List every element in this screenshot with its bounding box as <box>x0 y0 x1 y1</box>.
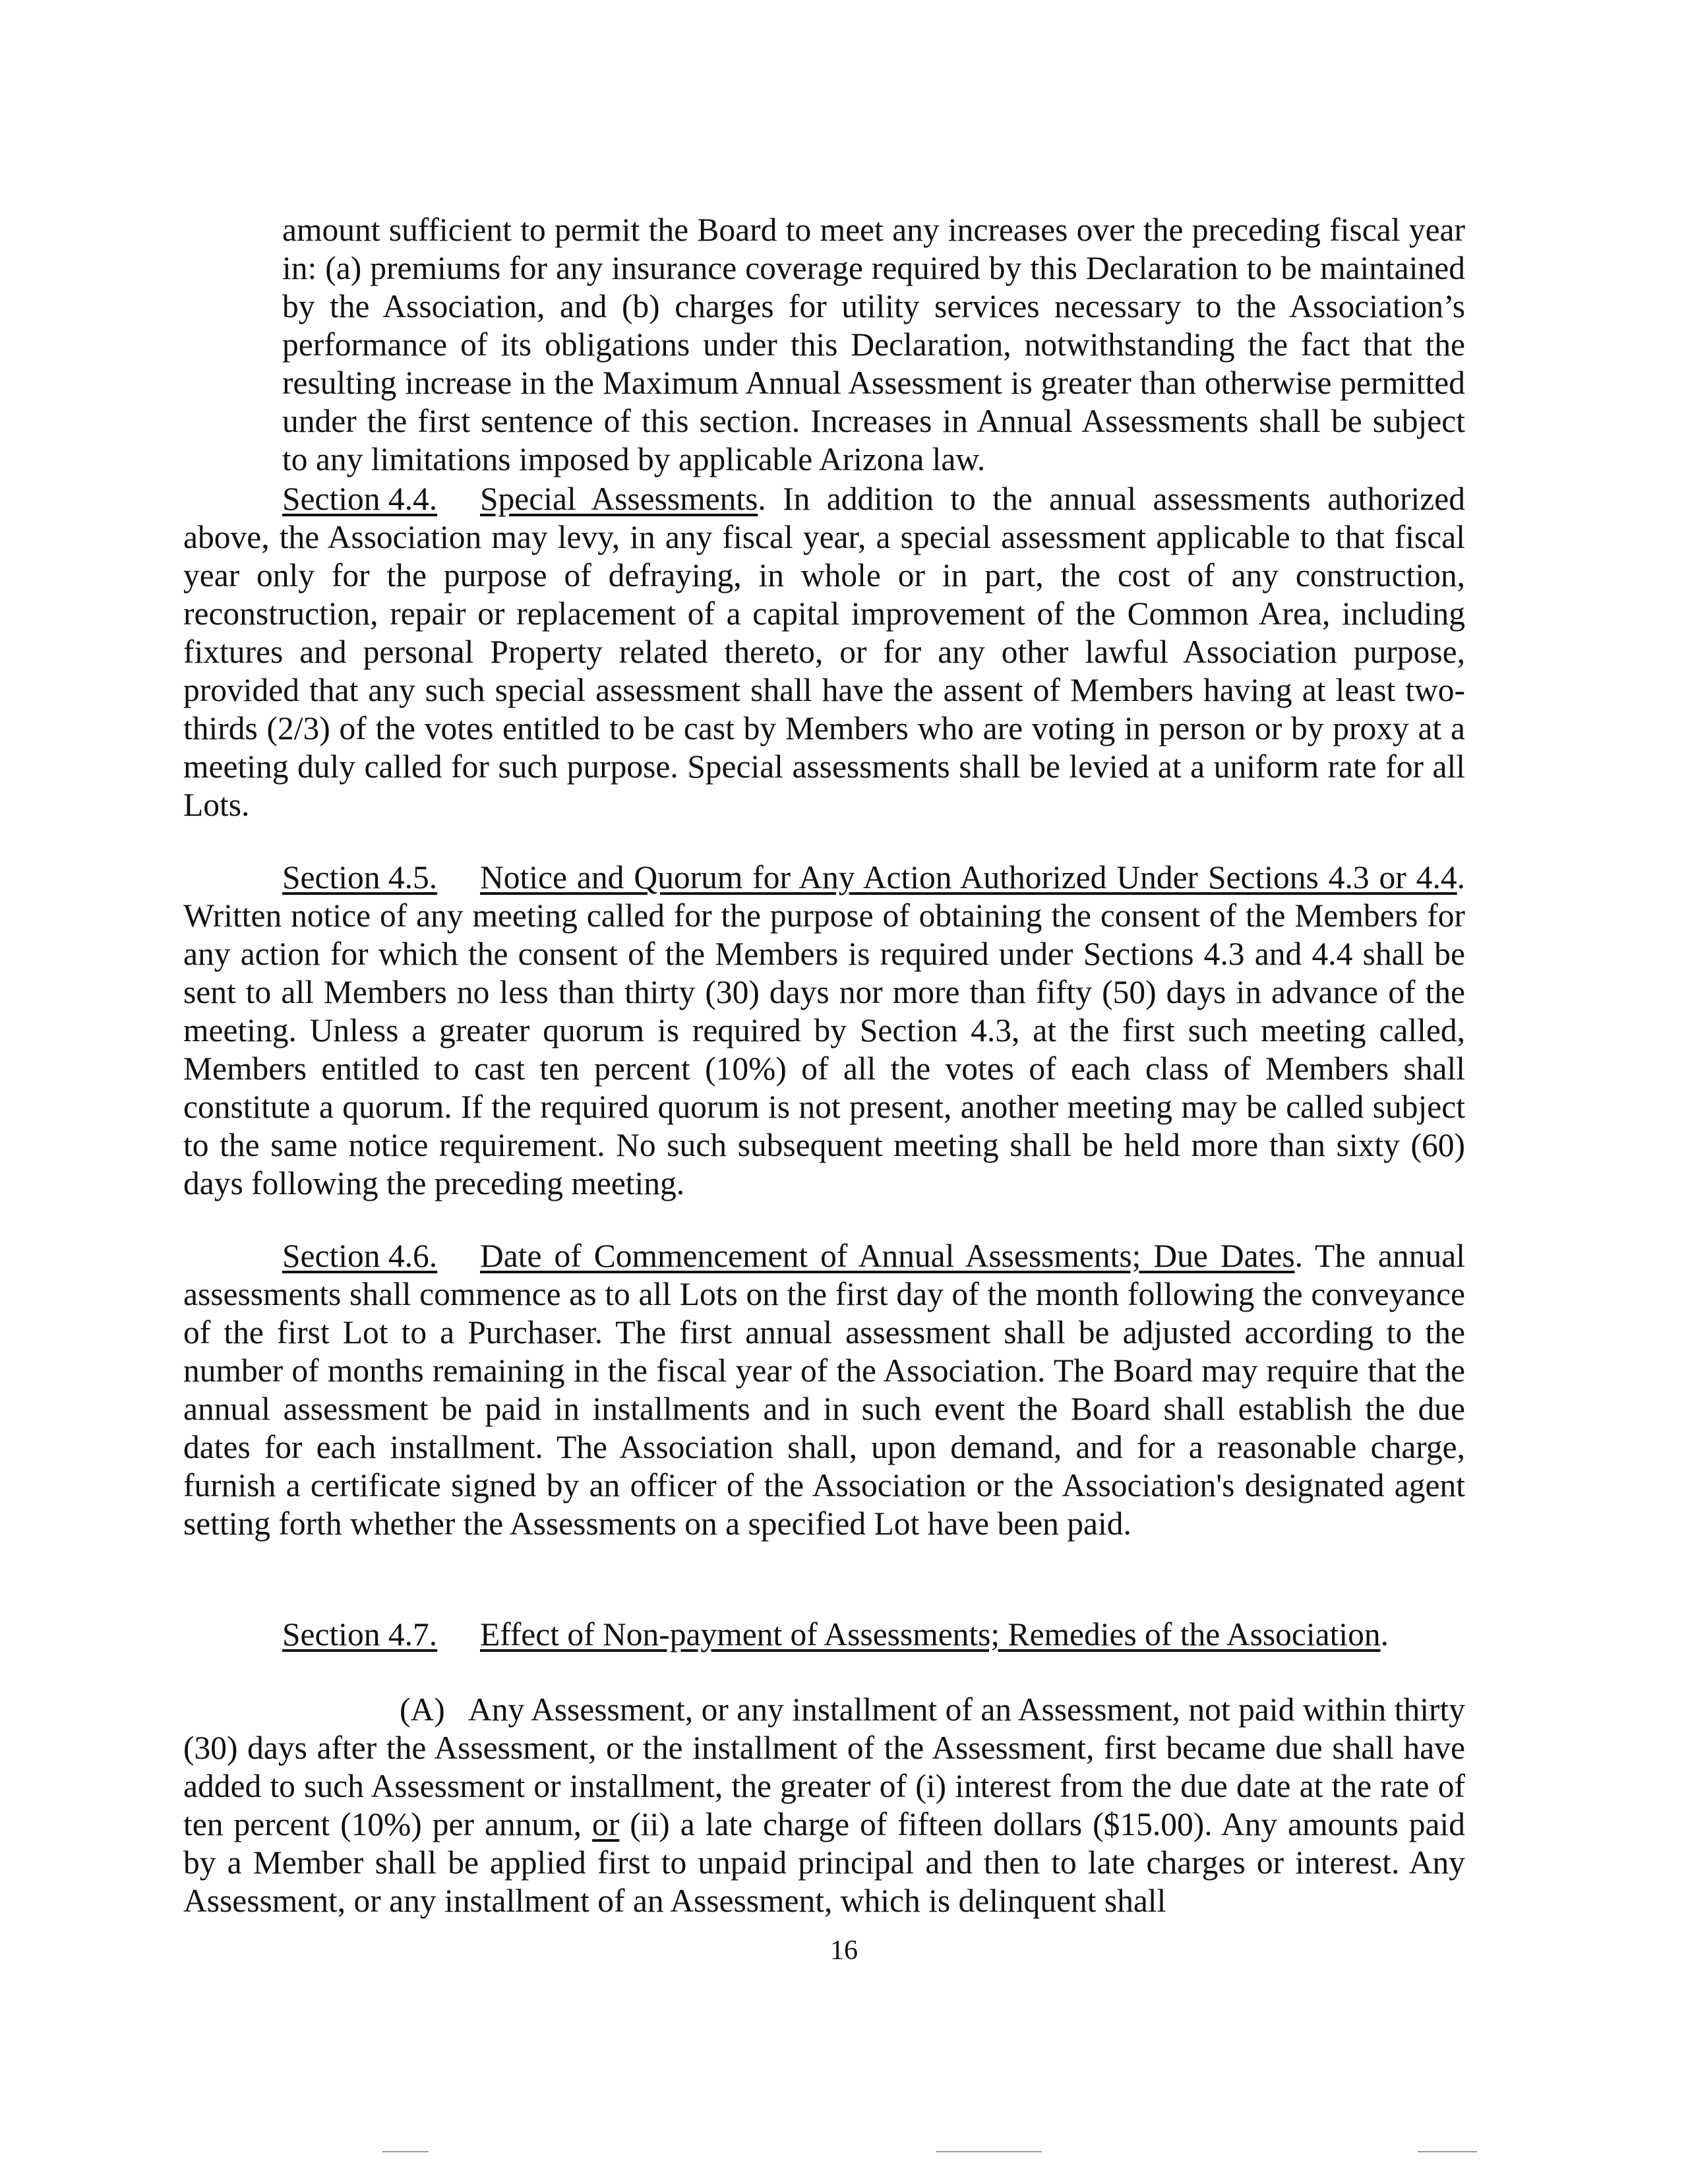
section-text: In addition to the annual assessments authorized above, the Association may levy, in any fiscal year, a special assessment applicable to that fiscal year only for the purpose of defraying, in whole or in part, the cost of any construction, reconstruction, repair or replacement of a capital improvement of the Common Area, including fixtures and personal Property related thereto, or for any other lawful Association purpose, provided that any such special assessment shall have the assent of Members having at least two-thirds (2/3) of the votes entitled to be cast by Members who are voting in person or by proxy at a meeting duly called for such purpose. Special assessments shall be levied at a uniform rate for all Lots. <box>183 481 1465 823</box>
section-title: Effect of Non-payment of Assessments; Remedies of the Association <box>480 1616 1381 1653</box>
scan-artifact <box>936 2151 1042 2152</box>
intro-paragraph-text: amount sufficient to permit the Board to meet any increases over the preceding fiscal year in: (a) premiums for any insurance coverage required by this Declaration to be maintained by the Association, and (b) charges for utility services necessary to the Association’s performance of its obligations under this Declaration, notwithstanding the fact that the resulting increase in the Maximum Annual Assessment is greater than otherwise permitted under the first sentence of this section. Increases in Annual Assessments shall be subject to any limitations imposed by applicable Arizona law. <box>282 211 1465 477</box>
subsection-label: (A) <box>400 1691 445 1728</box>
section-title: Special Assessments <box>480 481 758 517</box>
section-number: Section 4.4. <box>282 481 438 517</box>
section-4-5: Section 4.5. Notice and Quorum for Any Action Authorized Under Sections 4.3 or 4.4. Written notice of any meeting called for the purpose of obtaining the consent of the Members for any action for which the consent of the Members is required under Sections 4.3 and 4.4 shall be sent to all Members no less than thirty (30) days nor more than fifty (50) days in advance of the meeting. Unless a greater quorum is required by Section 4.3, at the first such meeting called, Members entitled to cast ten percent (10%) of all the votes of each class of Members shall constitute a quorum. If the required quorum is not present, another meeting may be called subject to the same notice requirement. No such subsequent meeting shall be held more than sixty (60) days following the preceding meeting. <box>183 859 1465 1201</box>
scan-artifact <box>382 2151 429 2152</box>
or-emphasis: or <box>592 1806 620 1842</box>
section-text: Written notice of any meeting called for the purpose of obtaining the consent of the Members for any action for which the consent of the Members is required under Sections 4.3 and 4.4 shall be sent to all Members no less than thirty (30) days nor more than fifty (50) days in advance of the meeting. Unless a greater quorum is required by Section 4.3, at the first such meeting called, Members entitled to cast ten percent (10%) of all the votes of each class of Members shall constitute a quorum. If the required quorum is not present, another meeting may be called subject to the same notice requirement. No such subsequent meeting shall be held more than sixty (60) days following the preceding meeting. <box>183 897 1465 1201</box>
section-number: Section 4.6. <box>282 1238 438 1274</box>
section-title: Notice and Quorum for Any Action Authorized Under Sections 4.3 or 4.4 <box>480 859 1457 895</box>
section-number: Section 4.7. <box>282 1616 438 1653</box>
scan-artifact <box>1418 2151 1477 2152</box>
page-number: 16 <box>830 1935 858 1966</box>
section-title: Date of Commencement of Annual Assessments; Due Dates <box>480 1238 1295 1274</box>
intro-paragraph <box>282 178 1465 511</box>
section-4-6: Section 4.6. Date of Commencement of Annual Assessments; Due Dates. The annual assessments shall commence as to all Lots on the first day of the month following the conveyance of the first Lot to a Purchaser. The first annual assessment shall be adjusted according to the number of months remaining in the fiscal year of the Association. The Board may require that the annual assessment be paid in installments and in such event the Board shall establish the due dates for each installment. The Association shall, upon demand, and for a reasonable charge, furnish a certificate signed by an officer of the Association or the Association's designated agent setting forth whether the Assessments on a specified Lot have been paid. <box>183 1238 1465 1542</box>
subsection-a: (A) Any Assessment, or any installment of an Assessment, not paid within thirty (30) days after the Assessment, or the installment of the Assessment, first became due shall have added to such Assessment or installment, the greater of (i) interest from the due date at the rate of ten percent (10%) per annum, or (ii) a late charge of fifteen dollars ($15.00). Any amounts paid by a Member shall be applied first to unpaid principal and then to late charges or interest. Any Assessment, or any installment of an Assessment, which is delinquent shall <box>183 1691 1465 1919</box>
section-4-4: Section 4.4. Special Assessments. In addition to the annual assessments authorized above, the Association may levy, in any fiscal year, a special assessment applicable to that fiscal year only for the purpose of defraying, in whole or in part, the cost of any construction, reconstruction, repair or replacement of a capital improvement of the Common Area, including fixtures and personal Property related thereto, or for any other lawful Association purpose, provided that any such special assessment shall have the assent of Members having at least two-thirds (2/3) of the votes entitled to be cast by Members who are voting in person or by proxy at a meeting duly called for such purpose. Special assessments shall be levied at a uniform rate for all Lots. <box>183 481 1465 823</box>
section-4-7: Section 4.7. Effect of Non-payment of Assessments; Remedies of the Association. <box>282 1616 1389 1653</box>
section-number: Section 4.5. <box>282 859 438 895</box>
section-text: The annual assessments shall commence as to all Lots on the first day of the month following the conveyance of the first Lot to a Purchaser. The first annual assessment shall be adjusted according to the number of months remaining in the fiscal year of the Association. The Board may require that the annual assessment be paid in installments and in such event the Board shall establish the due dates for each installment. The Association shall, upon demand, and for a reasonable charge, furnish a certificate signed by an officer of the Association or the Association's designated agent setting forth whether the Assessments on a specified Lot have been paid. <box>183 1238 1465 1542</box>
